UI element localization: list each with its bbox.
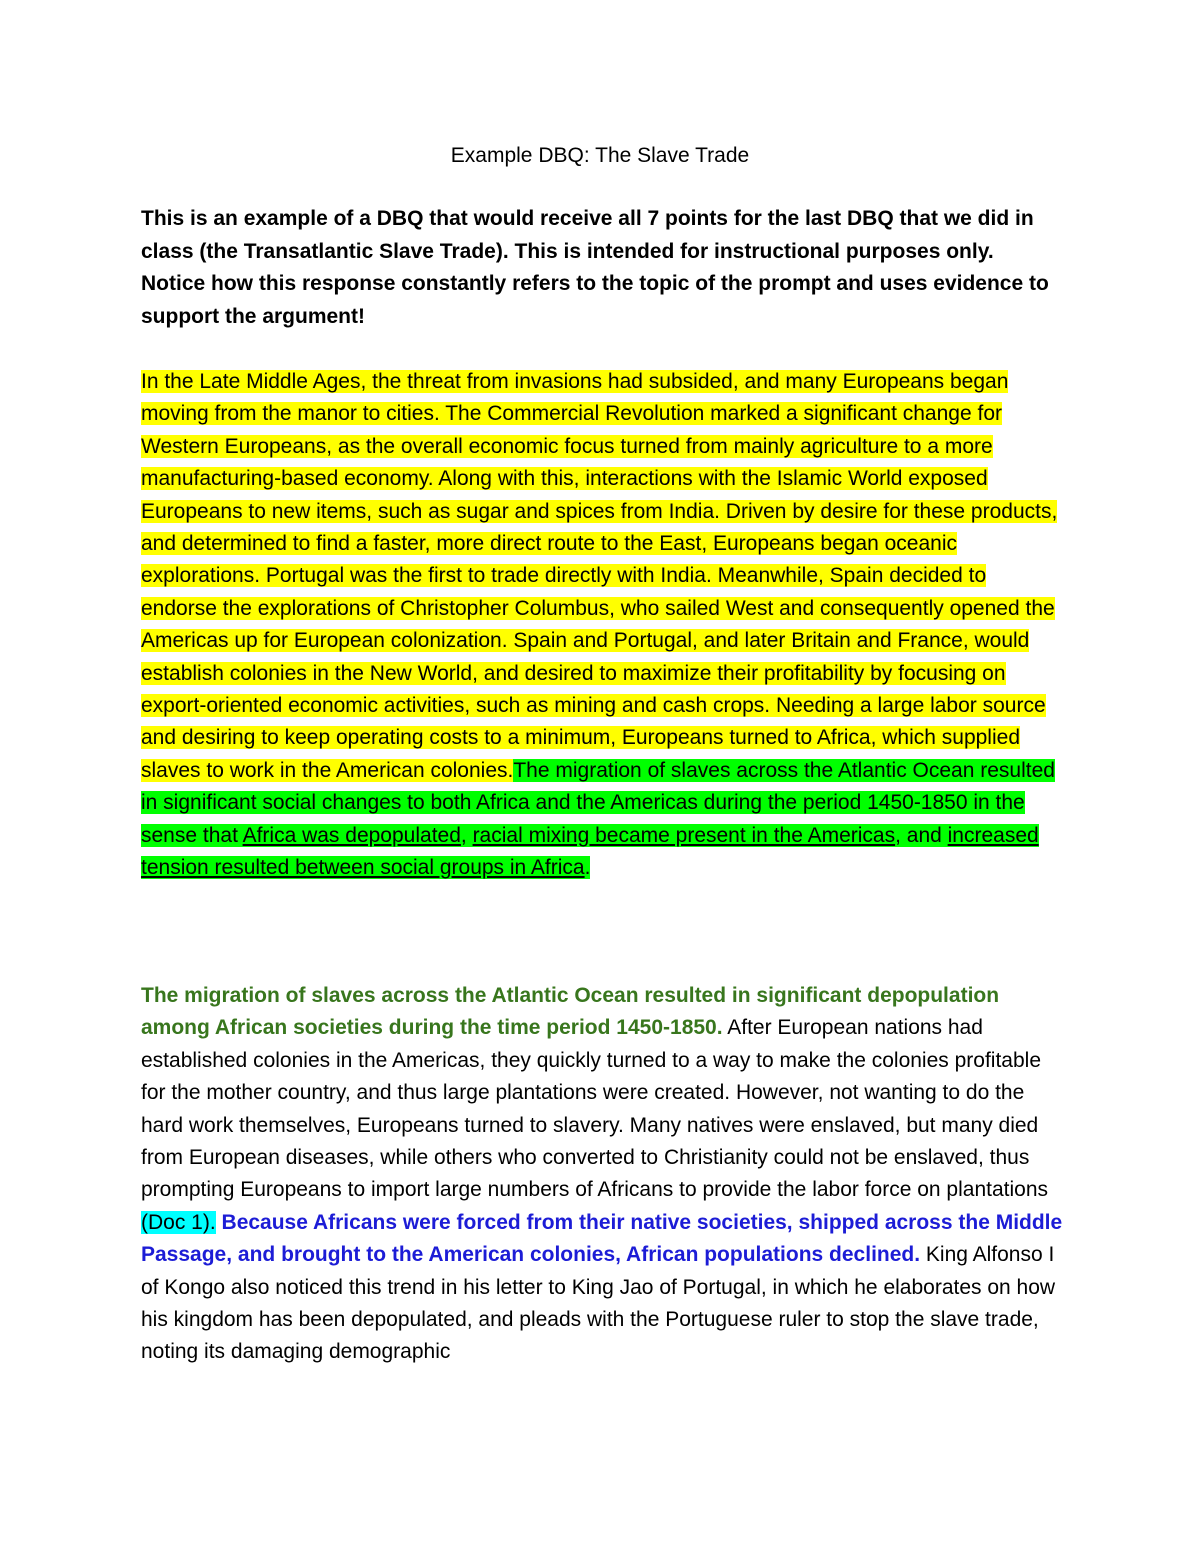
body-paragraph-1	[141, 980, 1066, 1369]
document-title: Example DBQ: The Slave Trade	[450, 144, 750, 167]
thesis-point-racial-mixing: racial mixing became present in the Americas	[472, 823, 896, 847]
doc-citation: (Doc 1).	[141, 1210, 216, 1234]
analysis-sentence: Because Africans were forced from their native societies, shipped across the Middle Passage, and brought to the American colonies, African populations declined.	[141, 1210, 1063, 1267]
intro-paragraph: This is an example of a DBQ that would receive all 7 points for the last DBQ that we did in class (the Transatlantic Slave Trade). This is intended for instructional purposes only. Notice how this response constantly refers to the topic of the prompt and uses evidence to support the argument!	[141, 207, 1049, 328]
topic-sentence: The migration of slaves across the Atlantic Ocean resulted in significant depopulation among African societies during the time period 1450-1850.	[141, 984, 1000, 1040]
body-text: After European nations had established colonies in the Americas, they quickly turned to a way to make the colonies profitable for the mother country, and thus large plantations were created. However, not wanting to do the hard work themselves, Europeans turned to slavery. Many natives were enslaved, but many died from European diseases, while others who converted to Christianity could not be enslaved, thus prompting Europeans to import large numbers of Africans to provide the labor force on plantations	[141, 1016, 1049, 1202]
thesis-separator: ,	[460, 823, 473, 847]
context-highlight: In the Late Middle Ages, the threat from invasions had subsided, and many Europeans began moving from the manor to cities. The Commercial Revolution marked a significant change for Western Europeans, as the overall economic focus turned from mainly agriculture to a more manufacturing-based economy. Along with this, interactions with the Islamic World exposed Europeans to new items, such as sugar and spices from India. Driven by desire for these products, and determined to find a faster, more direct route to the East, Europeans began oceanic explorations. Portugal was the first to trade directly with India. Meanwhile, Spain decided to endorse the explorations of Christopher Columbus, who sailed West and consequently opened the Americas up for European colonization. Spain and Portugal, and later Britain and France, would establish colonies in the New World, and desired to maximize their profitability by focusing on export-oriented economic activities, such as mining and cash crops. Needing a large labor source and desiring to keep operating costs to a minimum, Europeans turned to Africa, which supplied slaves to work in the American colonies.	[141, 370, 1058, 782]
body-text: King Alfonso I of Kongo also noticed this trend in his letter to King Jao of Portugal, in which he elaborates on how his kingdom has been depopulated, and pleads with the Portuguese ruler to stop the slave trade, noting its damaging demographic	[141, 1243, 1056, 1364]
thesis-separator: , and	[895, 823, 948, 847]
thesis-end: .	[584, 856, 591, 880]
thesis-point-depopulation: Africa was depopulated	[242, 823, 461, 847]
thesis-point-tension: increased tension resulted between social groups in Africa	[141, 823, 1039, 880]
introduction-paragraph	[141, 366, 1066, 885]
thesis-lead: The migration of slaves across the Atlantic Ocean resulted in significant social changes to both Africa and the Americas during the period 1450-1850 in the sense that	[141, 758, 1055, 847]
